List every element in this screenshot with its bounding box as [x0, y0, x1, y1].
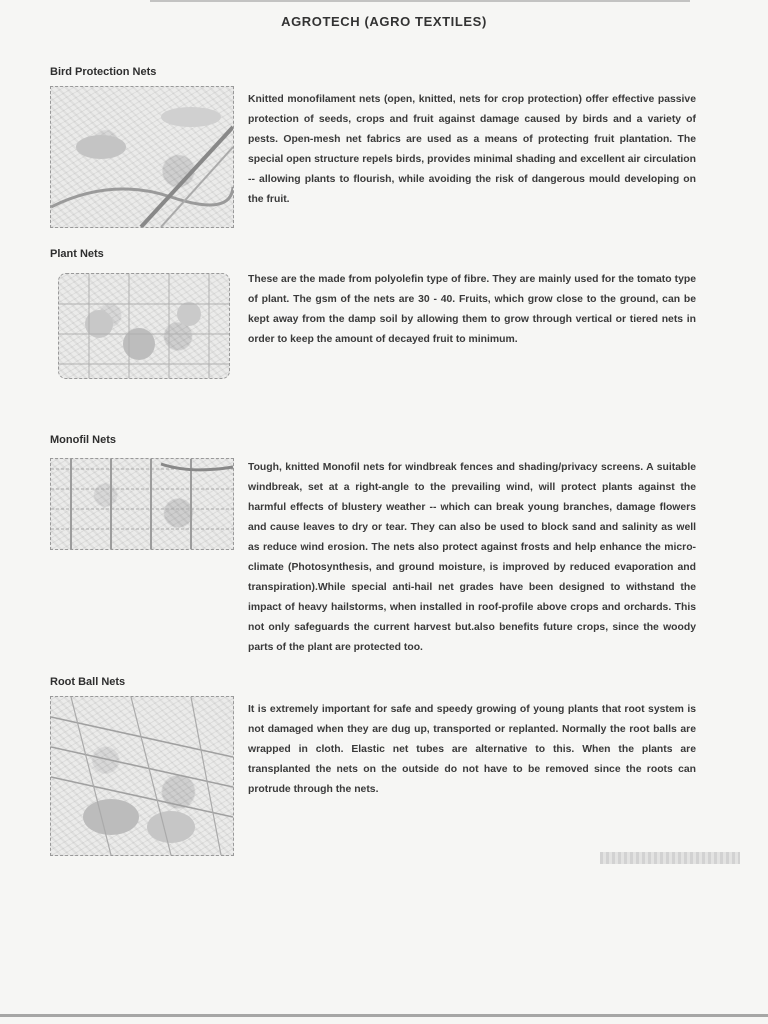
scan-smudge	[600, 852, 740, 864]
section-heading-monofil-nets: Monofil Nets	[50, 434, 116, 446]
section-text-root-ball-nets: It is extremely important for safe and speedy growing of young plants that root system is not damaged when they are dug up, transported or replanted. Normally the root balls are wrapped in cloth. Elastic net tubes are alternative to this. When the plants are transplanted the nets on the outside do not have to be removed since the roots can protrude through the nets.	[248, 704, 696, 795]
net-photo-icon	[50, 86, 234, 228]
section-heading-bird-protection-nets: Bird Protection Nets	[50, 66, 157, 78]
section-text-bird-protection-nets: Knitted monofilament nets (open, knitted, nets for crop protection) offer effective passive protection of seeds, crops and fruit against damage caused by birds and a variety of pests. Open-mesh net fabrics are used as a means of protecting fruit plantation. The special open structure repels birds, provides minimal shading and excellent air circulation -- allowing plants to flourish, while avoiding the risk of dangerous mould developing on the fruit.	[248, 94, 696, 205]
section-heading-plant-nets: Plant Nets	[50, 248, 104, 260]
net-photo-icon	[50, 458, 234, 550]
scan-edge-bottom	[0, 1014, 768, 1017]
section-heading-root-ball-nets: Root Ball Nets	[50, 676, 126, 688]
section-text-plant-nets: These are the made from polyolefin type of fibre. They are mainly used for the tomato type of plant. The gsm of the nets are 30 - 40. Fruits, which grow close to the ground, can be kept away from the damp soil by allowing them to grow through vertical or tiered nets in order to keep the amount of decayed fruit to minimum.	[248, 274, 696, 345]
section-text-monofil-nets: Tough, knitted Monofil nets for windbreak fences and shading/privacy screens. A suitable windbreak, set at a right-angle to the prevailing wind, will protect plants against the harmful effects of blustery weather -- which can break young branches, damage flowers and cause leaves to dry or tear. They can also be used to block sand and salinity as well as reduce wind erosion. The nets also protect against frosts and help enhance the micro-climate (Photosynthesis, and ground moisture, is improved by reduced evaporation and transpiration).While special anti-hail net grades have been designed to withstand the impact of heavy hailstorms, when installed in roof-profile above crops and orchards. This not only safeguards the current harvest but.also benefits future crops, since the woody parts of the plant are protected too.	[248, 462, 696, 653]
net-photo-icon	[50, 696, 234, 856]
scan-edge-top	[150, 0, 690, 2]
net-photo-icon	[58, 273, 230, 379]
page-title: AGROTECH (AGRO TEXTILES)	[281, 14, 487, 29]
